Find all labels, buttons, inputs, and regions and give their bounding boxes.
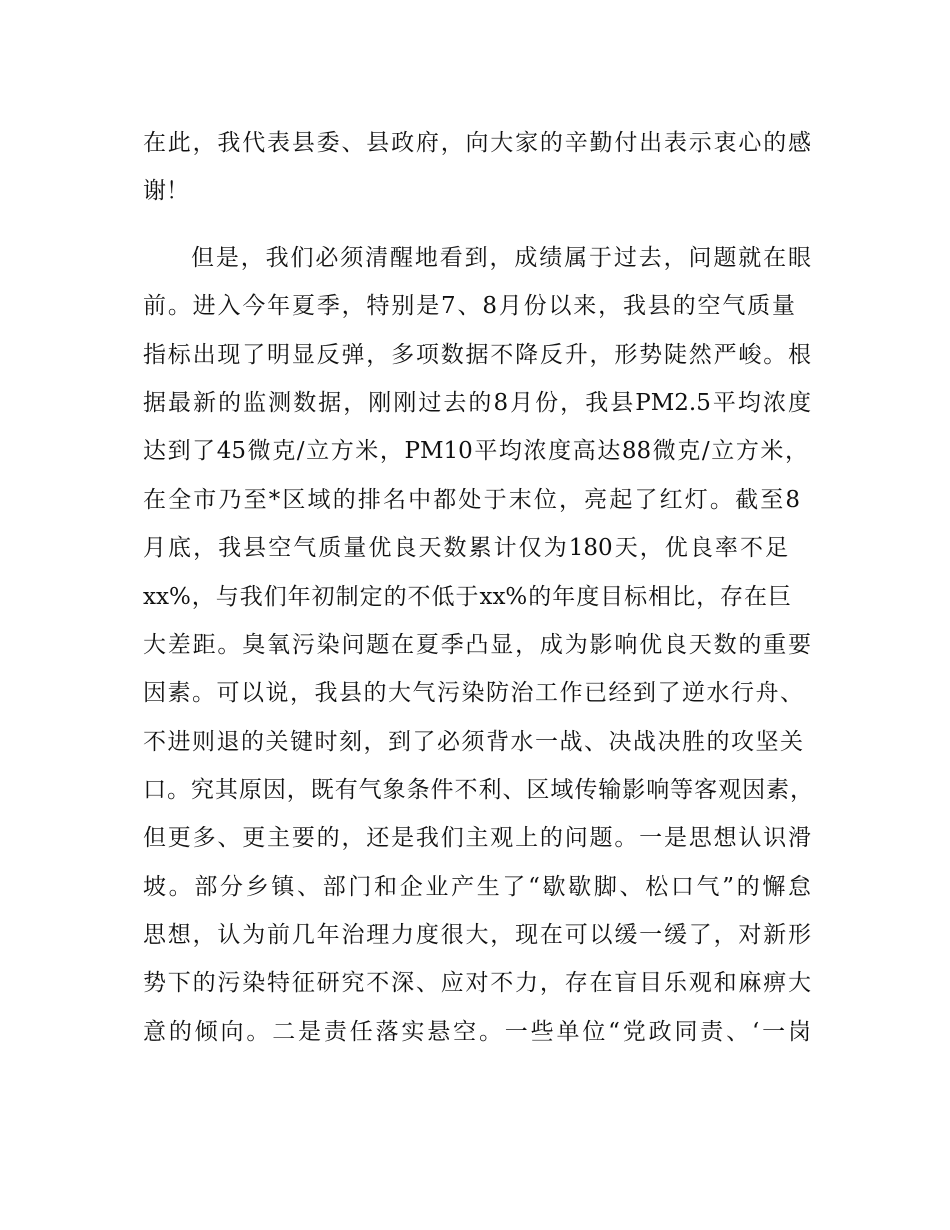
text-line: 但更多、更主要的，还是我们主观上的问题。一是思想认识滑 (143, 825, 811, 851)
text-line: 不进则退的关键时刻，到了必须背水一战、决战决胜的攻坚关 (143, 729, 803, 755)
text-line: 口。究其原因，既有气象条件不利、区域传输影响等客观因素， (143, 777, 813, 803)
text-line: 坡。部分乡镇、部门和企业产生了“歇歇脚、松口气”的懈怠 (143, 874, 811, 900)
text-line: 在此，我代表县委、县政府，向大家的辛勤付出表示衷心的感 (143, 130, 811, 156)
text-line: 指标出现了明显反弹，多项数据不降反升，形势陡然严峻。根 (143, 342, 811, 368)
text-line: 意的倾向。二是责任落实悬空。一些单位“党政同责、‘一岗 (143, 1019, 811, 1045)
text-line: 前。进入今年夏季，特别是7、8月份以来，我县的空气质量 (143, 293, 795, 319)
text-line: xx%，与我们年初制定的不低于xx%的年度目标相比，存在巨 (143, 584, 791, 610)
text-line: 谢！ (143, 178, 189, 204)
paragraph-first-line: 但是，我们必须清醒地看到，成绩属于过去，问题就在眼 (191, 245, 811, 271)
text-line: 大差距。臭氧污染问题在夏季凸显，成为影响优良天数的重要 (143, 632, 811, 658)
text-line: 势下的污染特征研究不深、应对不力，存在盲目乐观和麻痹大 (143, 970, 811, 996)
text-line: 因素。可以说，我县的大气污染防治工作已经到了逆水行舟、 (143, 680, 803, 706)
text-line: 思想，认为前几年治理力度很大，现在可以缓一缓了，对新形 (143, 922, 811, 948)
text-line: 据最新的监测数据，刚刚过去的8月份，我县PM2.5平均浓度 (143, 390, 811, 416)
text-line: 达到了45微克/立方米，PM10平均浓度高达88微克/立方米， (143, 438, 808, 464)
text-line: 在全市乃至*区域的排名中都处于末位，亮起了红灯。截至8 (143, 487, 800, 513)
text-line: 月底，我县空气质量优良天数累计仅为180天，优良率不足 (143, 535, 788, 561)
